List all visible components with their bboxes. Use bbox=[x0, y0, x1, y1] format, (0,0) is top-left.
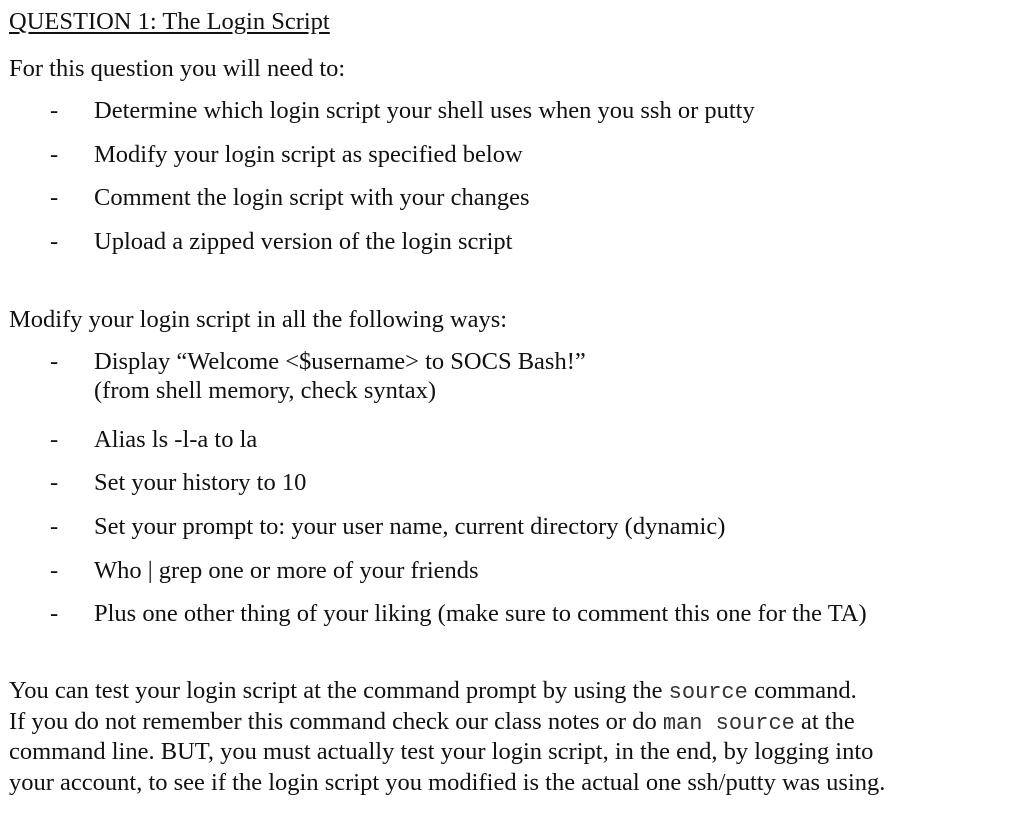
list-item bbox=[50, 425, 257, 454]
list-item bbox=[50, 599, 867, 628]
bullet-dash: - bbox=[50, 426, 59, 453]
list-item bbox=[50, 512, 725, 541]
list-item-text: Set your prompt to: your user name, current directory (dynamic) bbox=[94, 513, 726, 540]
list-item-text: Alias ls -l-a to la bbox=[94, 426, 258, 453]
page-title: QUESTION 1: The Login Script bbox=[9, 8, 330, 35]
closing-line-3: command line. BUT, you must actually test your login script, in the end, by logging into bbox=[9, 738, 874, 765]
list-item bbox=[50, 227, 512, 256]
list-item bbox=[50, 468, 306, 497]
bullet-dash: - bbox=[50, 557, 59, 584]
list-item-text: Upload a zipped version of the login script bbox=[94, 228, 513, 255]
bullet-dash: - bbox=[50, 600, 59, 627]
list-item-text: Who | grep one or more of your friends bbox=[94, 557, 479, 584]
bullet-dash: - bbox=[50, 228, 59, 255]
bullet-dash: - bbox=[50, 348, 59, 375]
intro-text: For this question you will need to: bbox=[9, 55, 346, 82]
closing-text: If you do not remember this command check our class notes or do bbox=[9, 708, 663, 735]
closing-text: command. bbox=[747, 677, 857, 704]
closing-text: You can test your login script at the command prompt by using the bbox=[9, 677, 669, 704]
list-item-text-block bbox=[94, 347, 586, 406]
bullet-dash: - bbox=[50, 513, 59, 540]
bullet-dash: - bbox=[50, 141, 59, 168]
list-item-text: Comment the login script with your changes bbox=[94, 184, 530, 211]
list-item-text: Set your history to 10 bbox=[94, 469, 307, 496]
closing-line-1 bbox=[9, 676, 857, 706]
list-item-text: Display “Welcome <$username> to SOCS Bash!” bbox=[94, 348, 586, 375]
list-item bbox=[50, 183, 530, 212]
code-man-source: man source bbox=[662, 711, 795, 736]
list-item bbox=[50, 96, 755, 125]
code-source: source bbox=[668, 680, 748, 705]
list-item bbox=[50, 347, 586, 406]
modify-intro-text: Modify your login script in all the following ways: bbox=[9, 306, 508, 333]
closing-text: at the bbox=[794, 708, 855, 735]
list-item bbox=[50, 556, 479, 585]
bullet-dash: - bbox=[50, 97, 59, 124]
bullet-dash: - bbox=[50, 184, 59, 211]
bullet-dash: - bbox=[50, 469, 59, 496]
list-item-text: Modify your login script as specified below bbox=[94, 141, 523, 168]
closing-line-2 bbox=[9, 707, 855, 737]
list-item-subtext: (from shell memory, check syntax) bbox=[94, 377, 436, 405]
closing-line-4: your account, to see if the login script you modified is the actual one ssh/putty was using. bbox=[9, 769, 886, 796]
list-item-text: Determine which login script your shell uses when you ssh or putty bbox=[94, 97, 755, 124]
list-item bbox=[50, 140, 523, 169]
list-item-text: Plus one other thing of your liking (make sure to comment this one for the TA) bbox=[94, 600, 867, 627]
